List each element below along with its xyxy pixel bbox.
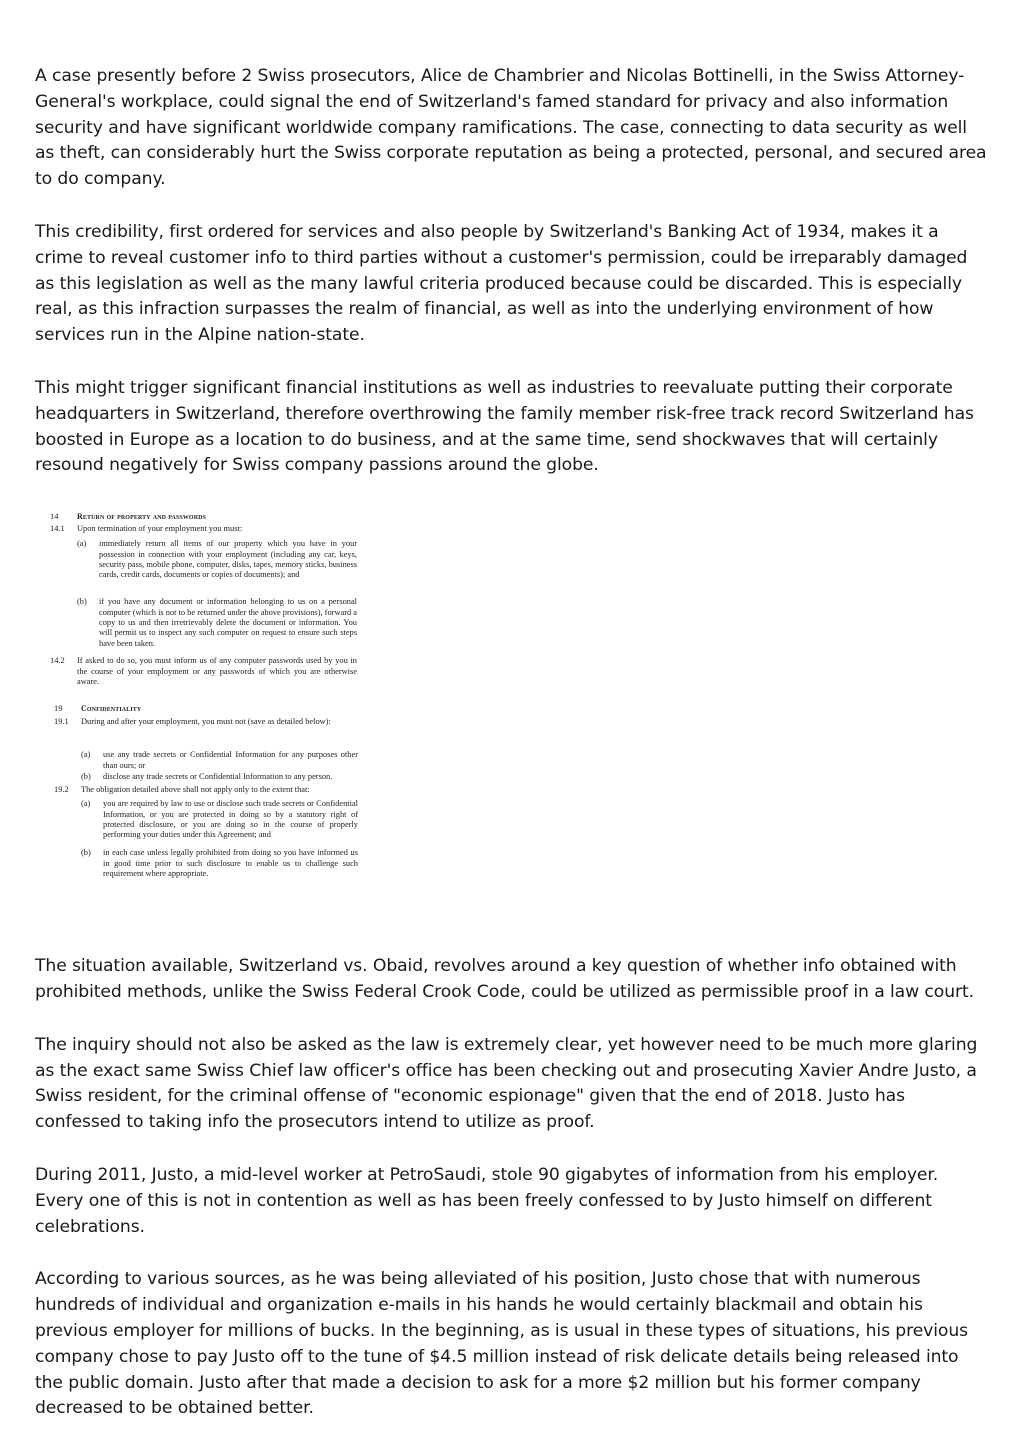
paragraph: This credibility, first ordered for services and also people by Switzerland's Banking Act of 1934, makes it a crime to reveal customer info to third parties without a customer's permission, could be irreparably damaged as this legislation as well as the many lawful criteria produced because could be discarded. This is especially real, as this infraction surpasses the realm of financial, as well as into the underlying environment of how services run in the Alpine nation-state. <box>35 221 968 346</box>
subclause-number: (a) <box>81 799 91 809</box>
section-number: 19 <box>54 704 63 714</box>
clause-text: If asked to do so, you must inform us of any computer passwords used by you in the course of your employment or any passwords of which you are otherwise aware. <box>77 656 357 686</box>
paragraph: During 2011, Justo, a mid-level worker at PetroSaudi, stole 90 gigabytes of information from his employer. Every one of this is not in contention as well as has been freely confessed to by Justo himself on different celebrations. <box>35 1164 939 1237</box>
subclause-text: use any trade secrets or Confidential Information for any purposes other than ours; or <box>103 750 358 770</box>
clause-number: 14.1 <box>50 524 65 534</box>
subclause-number: (b) <box>81 772 91 782</box>
subclause-number: (a) <box>77 539 87 549</box>
subclause-text: if you have any document or information belonging to us on a personal computer (which is not to be returned under the above provisions), forward a copy to us and then irretrievably delete the document or information. You will permit us to inspect any such computer on request to ensure such steps have been taken. <box>99 597 357 648</box>
clause-number: 19.1 <box>54 717 69 727</box>
clause-number: 14.2 <box>50 656 65 666</box>
subclause-text: immediately return all items of our property which you have in your possession in connection with your employment (including any car, keys, security pass, mobile phone, computer, disks, tapes, memory sticks, business cards, credit cards, documents or copies of documents); and <box>99 539 357 580</box>
section-title: Return of property and passwords <box>77 512 206 522</box>
paragraph: The situation available, Switzerland vs. Obaid, revolves around a key question of whether info obtained with prohibited methods, unlike the Swiss Federal Crook Code, could be utilized as permissible proof in a law court. <box>35 956 974 1002</box>
subclause-number: (b) <box>81 848 91 858</box>
section-title: Confidentiality <box>81 704 142 714</box>
subclause-text: you are required by law to use or disclose such trade secrets or Confidential Information, or you are protected in doing so by a statutory right of protected disclosure, or you are doing so in the course of properly performing your duties under this Agreement; and <box>103 799 358 840</box>
paragraph: According to various sources, as he was being alleviated of his position, Justo chose that with numerous hundreds of individual and organization e-mails in his hands he would certainly blackmail and obtain his previous employer for millions of bucks. In the beginning, as is usual in these types of situations, his previous company chose to pay Justo off to the tune of $4.5 million instead of risk delicate details being released into the public domain. Justo after that made a decision to ask for a more $2 million but his former company decreased to be obtained better. <box>35 1269 968 1419</box>
article-body <box>35 64 990 1449</box>
subclause-number: (b) <box>77 597 87 607</box>
paragraph: The inquiry should not also be asked as the law is extremely clear, yet however need to be much more glaring as the exact same Swiss Chief law officer's office has been checking out and prosecuting Xavier Andre Justo, a Swiss resident, for the criminal offense of "economic espionage" given that the end of 2018. Justo has confessed to taking info the prosecutors intend to utilize as proof. <box>35 1034 978 1133</box>
clause-text: The obligation detailed above shall not apply only to the extent that: <box>81 785 310 795</box>
subclause-text: in each case unless legally prohibited from doing so you have informed us in good time prior to such disclosure to enable us to challenge such requirement where appropriate. <box>103 848 358 878</box>
clause-text: During and after your employment, you must not (save as detailed below): <box>81 717 331 727</box>
contract-excerpt-image <box>50 512 380 912</box>
paragraph: A case presently before 2 Swiss prosecutors, Alice de Chambrier and Nicolas Bottinelli, in the Swiss Attorney-General's workplace, could signal the end of Switzerland's famed standard for privacy and also information security and have significant worldwide company ramifications. The case, connecting to data security as well as theft, can considerably hurt the Swiss corporate reputation as being a protected, personal, and secured area to do company. <box>35 66 987 190</box>
subclause-number: (a) <box>81 750 91 760</box>
clause-number: 19.2 <box>54 785 69 795</box>
paragraph: This might trigger significant financial institutions as well as industries to reevaluate putting their corporate headquarters in Switzerland, therefore overthrowing the family member risk-free track record Switzerland has boosted in Europe as a location to do business, and at the same time, send shockwaves that will certainly resound negatively for Swiss company passions around the globe. <box>35 377 974 476</box>
subclause-text: disclose any trade secrets or Confidential Information to any person. <box>103 772 333 782</box>
section-number: 14 <box>50 512 59 522</box>
clause-text: Upon termination of your employment you must: <box>77 524 243 534</box>
